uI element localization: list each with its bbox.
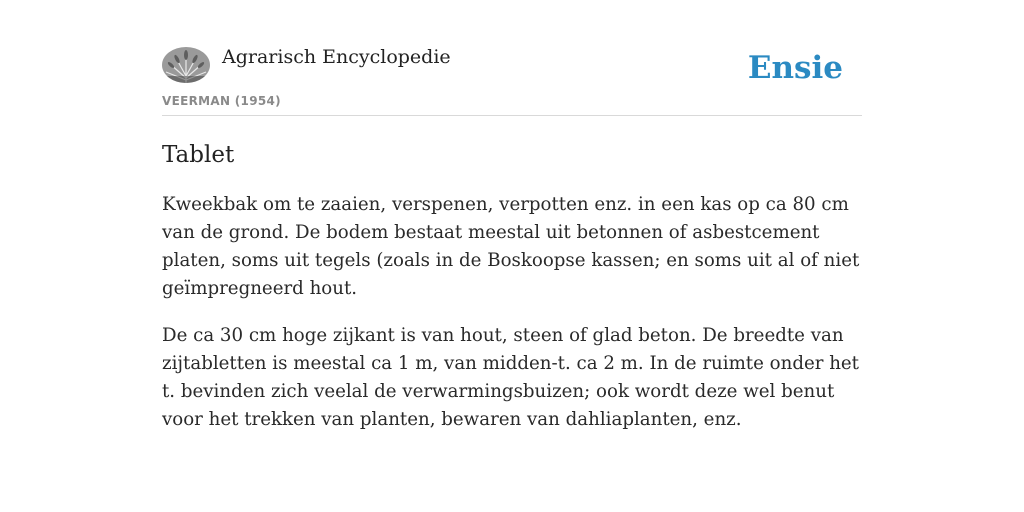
content-container xyxy=(162,44,862,434)
entry-paragraph: Kweekbak om te zaaien, verspenen, verpotten enz. in een kas op ca 80 cm van de grond. De bodem bestaat meestal uit betonnen of asbestcement platen, soms uit tegels (zoals in de Boskoopse kassen; en soms uit al of niet geïmpregneerd hout. xyxy=(162,194,860,299)
brand-logo-link[interactable]: Ensie xyxy=(747,50,843,86)
source-author-year: VEERMAN (1954) xyxy=(162,94,281,108)
entry-title: Tablet xyxy=(162,142,235,168)
source-title[interactable]: Agrarisch Encyclopedie xyxy=(222,46,451,68)
page-header xyxy=(162,44,862,116)
entry-paragraph: De ca 30 cm hoge zijkant is van hout, steen of glad beton. De breedte van zijtabletten is meestal ca 1 m, van midden-t. ca 2 m. In de ruimte onder het t. bevinden zich veelal de verwarmingsbuizen; ook wordt deze wel benut voor het trekken van planten, bewaren van dahliaplanten, enz. xyxy=(162,325,859,430)
wheat-logo-icon[interactable] xyxy=(162,46,210,84)
